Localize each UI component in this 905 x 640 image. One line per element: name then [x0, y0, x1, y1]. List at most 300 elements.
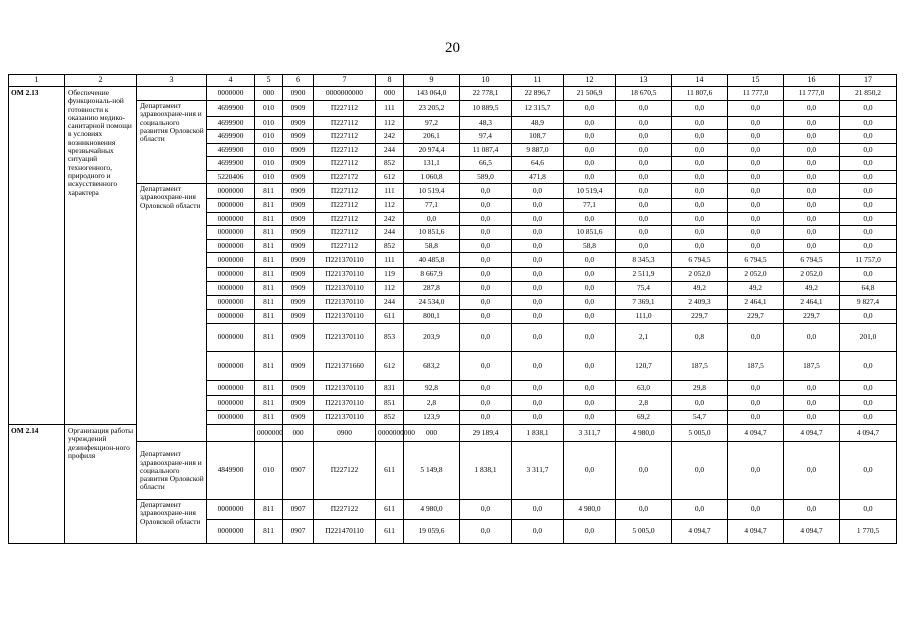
table-cell: 0000000 — [207, 296, 255, 310]
group-code: ОМ 2.13 — [9, 87, 65, 425]
table-cell: 4699900 — [207, 144, 255, 157]
table-cell: 0,0 — [460, 381, 512, 396]
table-cell: 0000000000 — [376, 425, 404, 442]
table-cell: 811 — [255, 296, 283, 310]
table-cell: 0,0 — [784, 171, 840, 184]
table-cell: 0909 — [283, 396, 314, 411]
table-cell: 0,0 — [840, 130, 897, 144]
table-cell: 0,0 — [460, 253, 512, 268]
table-cell: 831 — [376, 381, 404, 396]
table-cell: 0,0 — [840, 184, 897, 199]
table-cell: 611 — [376, 520, 404, 544]
table-cell: П221370110 — [314, 396, 376, 411]
table-cell: 5 005,0 — [672, 425, 728, 442]
table-cell: 18 670,5 — [616, 87, 672, 101]
table-cell: 611 — [376, 310, 404, 324]
table-cell: 0000000 — [207, 240, 255, 253]
table-cell: 12 315,7 — [512, 101, 564, 117]
table-cell: 111,0 — [616, 310, 672, 324]
table-cell: 29,8 — [672, 381, 728, 396]
table-cell: 1 838,1 — [460, 442, 512, 500]
table-cell: 0,0 — [512, 184, 564, 199]
table-cell: 0,0 — [616, 184, 672, 199]
table-cell: 0,0 — [564, 520, 616, 544]
table-cell: 811 — [255, 310, 283, 324]
table-cell: 000 — [404, 425, 460, 442]
group-title: Обеспечение функциональ-ной готовности к оказанию медико-санитарной помощи в условиях возникновения чрезвычайных ситуаций техногенного, природного и искусственного характера — [65, 87, 137, 425]
table-cell: 111 — [376, 184, 404, 199]
table-cell: П227112 — [314, 130, 376, 144]
table-cell: П221370110 — [314, 324, 376, 352]
table-cell: 75,4 — [616, 282, 672, 296]
table-cell: 77,1 — [564, 199, 616, 213]
table-cell: 611 — [376, 442, 404, 500]
table-cell: 0000000 — [207, 87, 255, 101]
table-cell: П227122 — [314, 500, 376, 520]
table-cell: 0909 — [283, 296, 314, 310]
table-cell: П227112 — [314, 226, 376, 240]
column-header: 8 — [376, 75, 404, 87]
table-cell: П227172 — [314, 171, 376, 184]
table-cell: 2,1 — [616, 324, 672, 352]
table-cell: 0,0 — [564, 411, 616, 425]
table-cell: 112 — [376, 282, 404, 296]
table-cell: 811 — [255, 213, 283, 226]
table-cell: 10 889,5 — [460, 101, 512, 117]
table-cell: 2,8 — [616, 396, 672, 411]
table-cell: 48,9 — [512, 117, 564, 130]
table-cell: 0,0 — [512, 381, 564, 396]
table-cell: 0,0 — [728, 396, 784, 411]
column-header: 6 — [283, 75, 314, 87]
table-cell: 201,0 — [840, 324, 897, 352]
table-cell: 3 311,7 — [512, 442, 564, 500]
table-cell: 683,2 — [404, 352, 460, 381]
table-cell: 97,4 — [460, 130, 512, 144]
table-cell: 0,0 — [460, 268, 512, 282]
table-cell: 0,0 — [672, 199, 728, 213]
table-cell: 0000000 — [207, 253, 255, 268]
table-cell: 24 534,0 — [404, 296, 460, 310]
table-cell: 852 — [376, 411, 404, 425]
table-cell: 0,0 — [460, 240, 512, 253]
table-cell: 66,5 — [460, 157, 512, 171]
table-cell: 19 059,6 — [404, 520, 460, 544]
table-cell: 0,0 — [616, 226, 672, 240]
table-cell: 131,1 — [404, 157, 460, 171]
table-cell: 9 827,4 — [840, 296, 897, 310]
table-cell: 0,0 — [840, 117, 897, 130]
table-cell: 187,5 — [672, 352, 728, 381]
table-cell: П221371660 — [314, 352, 376, 381]
table-cell: 4 980,0 — [616, 425, 672, 442]
table-cell: 58,8 — [404, 240, 460, 253]
table-cell: 811 — [255, 324, 283, 352]
table-cell: 0,0 — [784, 381, 840, 396]
table-cell: 2 409,3 — [672, 296, 728, 310]
table-cell: 0,0 — [728, 117, 784, 130]
column-header: 2 — [65, 75, 137, 87]
table-cell: 010 — [255, 117, 283, 130]
table-cell: 0,0 — [672, 500, 728, 520]
table-cell: 0,0 — [564, 144, 616, 157]
table-cell: 0,0 — [564, 213, 616, 226]
table-cell: П221370110 — [314, 381, 376, 396]
table-cell: 0,0 — [728, 500, 784, 520]
table-cell: 0900 — [314, 425, 376, 442]
table-cell: 811 — [255, 352, 283, 381]
table-cell: 0000000 — [207, 226, 255, 240]
table-cell: 0,0 — [512, 282, 564, 296]
table-cell: 11 087,4 — [460, 144, 512, 157]
table-cell: 0,0 — [512, 199, 564, 213]
table-cell: 0,0 — [672, 157, 728, 171]
agency-name: Департамент здравоохране-ния Орловской области — [137, 184, 207, 442]
table-cell: 11 777,0 — [728, 87, 784, 101]
table-cell: 811 — [255, 240, 283, 253]
table-cell: 20 974,4 — [404, 144, 460, 157]
table-cell: 0,0 — [564, 253, 616, 268]
table-cell: 3 311,7 — [564, 425, 616, 442]
table-cell: 0,0 — [404, 213, 460, 226]
table-cell: 108,7 — [512, 130, 564, 144]
table-cell: 0,0 — [728, 157, 784, 171]
table-cell: П221370110 — [314, 296, 376, 310]
table-cell: 10 851,6 — [564, 226, 616, 240]
table-cell: 64,6 — [512, 157, 564, 171]
table-cell: 120,7 — [616, 352, 672, 381]
table-cell: 0900 — [283, 87, 314, 101]
table-cell: 4 980,0 — [404, 500, 460, 520]
table-cell: 0909 — [283, 282, 314, 296]
table-cell: 0,0 — [728, 199, 784, 213]
column-header: 9 — [404, 75, 460, 87]
table-cell: 22 778,1 — [460, 87, 512, 101]
table-cell: 4 094,7 — [840, 425, 897, 442]
table-cell: 0,0 — [672, 240, 728, 253]
table-cell: 0909 — [283, 213, 314, 226]
table-cell: 0,0 — [784, 411, 840, 425]
table-cell: 0,0 — [616, 101, 672, 117]
table-cell: 229,7 — [672, 310, 728, 324]
table-cell: 0,0 — [840, 411, 897, 425]
table-row — [9, 442, 897, 500]
table-cell: 0,0 — [564, 171, 616, 184]
table-cell: П221370110 — [314, 310, 376, 324]
table-cell: 0,0 — [512, 324, 564, 352]
table-cell: 0,0 — [564, 130, 616, 144]
table-cell: 811 — [255, 500, 283, 520]
table-cell: 0,0 — [460, 396, 512, 411]
table-cell: 811 — [255, 253, 283, 268]
table-cell: 811 — [255, 268, 283, 282]
table-cell: 0,0 — [564, 381, 616, 396]
table-cell: 0,0 — [460, 282, 512, 296]
table-cell: 40 485,8 — [404, 253, 460, 268]
table-cell: 123,9 — [404, 411, 460, 425]
table-cell: 0,0 — [512, 520, 564, 544]
table-cell: 4849900 — [207, 442, 255, 500]
table-cell: 0909 — [283, 184, 314, 199]
table-cell: 0909 — [283, 253, 314, 268]
table-cell: 0,0 — [784, 324, 840, 352]
column-header: 3 — [137, 75, 207, 87]
table-cell: 0,0 — [840, 144, 897, 157]
agency-name: Департамент здравоохране-ния и социального развития Орловской области — [137, 442, 207, 500]
table-cell: 0909 — [283, 411, 314, 425]
table-cell: 4 094,7 — [728, 425, 784, 442]
column-header: 5 — [255, 75, 283, 87]
table-cell: 0,0 — [460, 199, 512, 213]
table-cell: 4 980,0 — [564, 500, 616, 520]
table-cell: 0,0 — [512, 396, 564, 411]
table-cell: 11 807,6 — [672, 87, 728, 101]
table-cell: 2 511,9 — [616, 268, 672, 282]
table-cell: 49,2 — [672, 282, 728, 296]
table-cell: 206,1 — [404, 130, 460, 144]
table-cell: 1 060,8 — [404, 171, 460, 184]
table-cell: П221370110 — [314, 282, 376, 296]
table-cell: 6 794,5 — [784, 253, 840, 268]
table-cell: 7 369,1 — [616, 296, 672, 310]
table-cell: 0,0 — [728, 411, 784, 425]
column-header: 13 — [616, 75, 672, 87]
table-cell: 11 777,0 — [784, 87, 840, 101]
agency-name — [137, 87, 207, 101]
table-cell: 58,8 — [564, 240, 616, 253]
table-cell: 0,0 — [840, 268, 897, 282]
table-cell: 0,0 — [784, 213, 840, 226]
table-cell: 0000000 — [207, 213, 255, 226]
table-cell: П227112 — [314, 240, 376, 253]
table-cell: 0,0 — [512, 310, 564, 324]
table-cell: 0,0 — [784, 442, 840, 500]
page-number: 20 — [445, 40, 460, 56]
table-cell: 0,0 — [672, 171, 728, 184]
table-cell: 0,0 — [672, 101, 728, 117]
table-cell: 0,0 — [512, 268, 564, 282]
group-code: ОМ 2.14 — [9, 425, 65, 544]
table-cell: 0,0 — [840, 381, 897, 396]
table-cell: 010 — [255, 144, 283, 157]
table-cell: 0909 — [283, 144, 314, 157]
column-header: 12 — [564, 75, 616, 87]
column-header: 1 — [9, 75, 65, 87]
table-cell: 0,0 — [616, 500, 672, 520]
table-cell: 92,8 — [404, 381, 460, 396]
table-cell: 6 794,5 — [672, 253, 728, 268]
table-cell: 287,8 — [404, 282, 460, 296]
table-cell: 010 — [255, 442, 283, 500]
table-cell: 0,0 — [512, 411, 564, 425]
table-cell: 0,0 — [564, 268, 616, 282]
table-cell: 0,0 — [564, 352, 616, 381]
table-cell: 5220406 — [207, 171, 255, 184]
table-cell: 0000000 — [207, 411, 255, 425]
table-row — [9, 500, 897, 520]
table-cell: 0000000 — [207, 381, 255, 396]
table-cell: 0,0 — [840, 226, 897, 240]
table-cell: 852 — [376, 157, 404, 171]
table-cell: 229,7 — [728, 310, 784, 324]
table-cell: 0000000 — [207, 520, 255, 544]
table-cell: 0909 — [283, 171, 314, 184]
table-cell: 0,0 — [512, 253, 564, 268]
table-cell: 2,8 — [404, 396, 460, 411]
column-header: 15 — [728, 75, 784, 87]
table-cell: 0,0 — [512, 500, 564, 520]
table-cell: П227112 — [314, 199, 376, 213]
group-title: Организация работы учреждений дезинфекцион-ного профиля — [65, 425, 137, 544]
table-cell: 0909 — [283, 199, 314, 213]
table-cell: 10 519,4 — [404, 184, 460, 199]
table-cell: 0,0 — [728, 184, 784, 199]
table-cell: 0909 — [283, 310, 314, 324]
table-cell: П221370110 — [314, 411, 376, 425]
table-cell: 0,0 — [512, 226, 564, 240]
table-cell: 0,0 — [460, 310, 512, 324]
table-cell: 0,0 — [564, 396, 616, 411]
table-cell: 0,0 — [564, 101, 616, 117]
table-cell: 4 094,7 — [784, 520, 840, 544]
table-cell: 853 — [376, 324, 404, 352]
table-cell: 0909 — [283, 226, 314, 240]
table-cell: 800,1 — [404, 310, 460, 324]
table-cell: 010 — [255, 157, 283, 171]
table-cell: 0000000 — [207, 324, 255, 352]
table-cell: 0,0 — [672, 226, 728, 240]
table-cell: 111 — [376, 101, 404, 117]
table-cell: 0,0 — [460, 226, 512, 240]
table-cell: 0909 — [283, 268, 314, 282]
table-cell: 69,2 — [616, 411, 672, 425]
table-cell: 2 464,1 — [784, 296, 840, 310]
table-cell: 0,0 — [616, 240, 672, 253]
table-cell: 229,7 — [784, 310, 840, 324]
table-cell: 0000000 — [207, 396, 255, 411]
table-cell: П227112 — [314, 101, 376, 117]
table-cell: 0,0 — [564, 157, 616, 171]
table-cell: 0,0 — [460, 520, 512, 544]
table-cell: 2 464,1 — [728, 296, 784, 310]
table-cell: 187,5 — [784, 352, 840, 381]
table-cell: П221470110 — [314, 520, 376, 544]
column-header: 4 — [207, 75, 255, 87]
table-cell: 0909 — [283, 240, 314, 253]
table-cell: 0,0 — [728, 130, 784, 144]
table-cell: 0,0 — [672, 117, 728, 130]
table-cell: 0,0 — [564, 117, 616, 130]
table-cell: 0,8 — [672, 324, 728, 352]
column-header: 16 — [784, 75, 840, 87]
table-cell: 0909 — [283, 381, 314, 396]
table-cell: 0,0 — [460, 411, 512, 425]
table-cell: 5 005,0 — [616, 520, 672, 544]
table-cell: 4 094,7 — [728, 520, 784, 544]
table-cell: 0000000 — [207, 268, 255, 282]
table-cell: 0,0 — [672, 184, 728, 199]
table-cell: 63,0 — [616, 381, 672, 396]
table-cell: 4699900 — [207, 130, 255, 144]
table-cell: 0909 — [283, 117, 314, 130]
table-cell: 811 — [255, 184, 283, 199]
column-header: 11 — [512, 75, 564, 87]
table-cell: 5 149,8 — [404, 442, 460, 500]
table-cell: 0,0 — [616, 171, 672, 184]
table-cell: 0,0 — [784, 184, 840, 199]
table-cell: 48,3 — [460, 117, 512, 130]
table-cell: 0909 — [283, 157, 314, 171]
table-cell: 471,8 — [512, 171, 564, 184]
table-cell: 0,0 — [728, 240, 784, 253]
table-cell: 77,1 — [404, 199, 460, 213]
table-cell: 10 519,4 — [564, 184, 616, 199]
table-cell: 000 — [376, 87, 404, 101]
table-cell: 0,0 — [784, 130, 840, 144]
table-cell: 0,0 — [784, 144, 840, 157]
table-cell: 11 757,0 — [840, 253, 897, 268]
table-cell: 852 — [376, 240, 404, 253]
table-cell: 0,0 — [616, 144, 672, 157]
table-cell: 0,0 — [616, 213, 672, 226]
table-cell: 0000000 — [207, 184, 255, 199]
table-cell: 612 — [376, 171, 404, 184]
table-cell: 811 — [255, 282, 283, 296]
table-cell: 0,0 — [616, 130, 672, 144]
table-cell: 0,0 — [460, 296, 512, 310]
table-cell: 4699900 — [207, 117, 255, 130]
table-cell: 2 052,0 — [672, 268, 728, 282]
table-cell: 589,0 — [460, 171, 512, 184]
table-cell: 0,0 — [728, 381, 784, 396]
table-cell: 0,0 — [616, 199, 672, 213]
table-cell: 0909 — [283, 352, 314, 381]
table-cell: 0907 — [283, 520, 314, 544]
table-cell: 21 850,2 — [840, 87, 897, 101]
table-cell: 0,0 — [784, 157, 840, 171]
table-cell: 0,0 — [564, 324, 616, 352]
table-cell: 811 — [255, 396, 283, 411]
table-cell: 0,0 — [512, 352, 564, 381]
table-cell: 0,0 — [512, 240, 564, 253]
table-cell: 119 — [376, 268, 404, 282]
table-cell: 0,0 — [564, 296, 616, 310]
table-cell: 0,0 — [728, 101, 784, 117]
table-cell: 0909 — [283, 101, 314, 117]
table-cell: 242 — [376, 213, 404, 226]
column-header: 10 — [460, 75, 512, 87]
table-cell: 811 — [255, 411, 283, 425]
table-row — [9, 184, 897, 199]
table-cell: 0907 — [283, 442, 314, 500]
table-cell: 97,2 — [404, 117, 460, 130]
table-cell: 0,0 — [460, 184, 512, 199]
table-cell: 0000000 — [255, 425, 283, 442]
table-cell: 612 — [376, 352, 404, 381]
table-cell: 0,0 — [460, 500, 512, 520]
table-cell: 0,0 — [728, 213, 784, 226]
table-cell: 21 506,9 — [564, 87, 616, 101]
table-cell: 0,0 — [784, 101, 840, 117]
table-cell: 203,9 — [404, 324, 460, 352]
table-cell: 0,0 — [840, 213, 897, 226]
table-cell: 4 094,7 — [672, 520, 728, 544]
table-cell: 0,0 — [840, 500, 897, 520]
table-cell: 000 — [283, 425, 314, 442]
table-cell: 0000000 — [207, 199, 255, 213]
table-cell: 0,0 — [840, 157, 897, 171]
table-cell: 0,0 — [672, 213, 728, 226]
